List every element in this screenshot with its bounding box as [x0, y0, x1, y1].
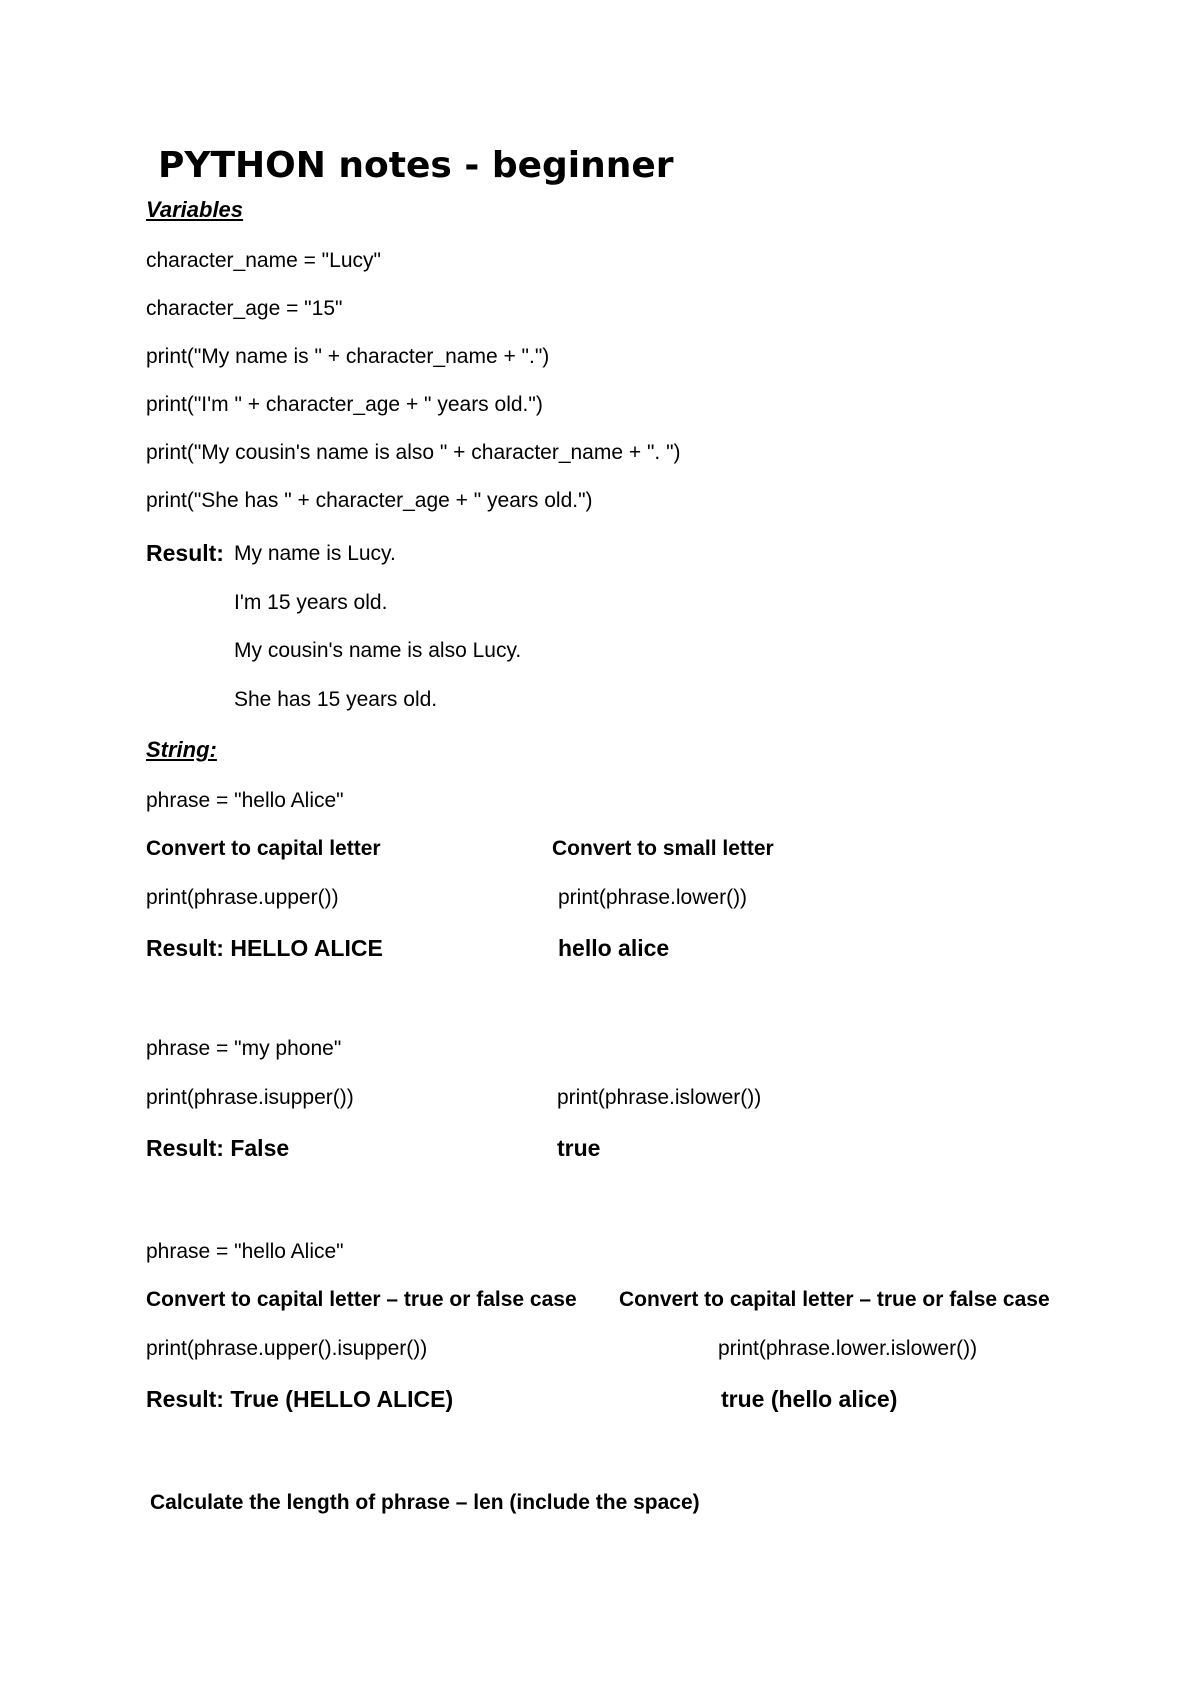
- phrase-assignment: phrase = "hello Alice": [146, 789, 344, 812]
- convert-lower-case-label: Convert to capital letter – true or false case: [619, 1288, 1050, 1311]
- code-line: print(phrase.upper().isupper()): [146, 1337, 428, 1360]
- code-line: print(phrase.upper()): [146, 886, 339, 909]
- code-line: print(phrase.isupper()): [146, 1086, 354, 1109]
- result-line: true (hello alice): [721, 1386, 898, 1412]
- variables-heading: Variables: [146, 197, 244, 222]
- length-note: Calculate the length of phrase – len (include the space): [150, 1491, 700, 1514]
- code-line: print("My name is " + character_name + "."): [146, 345, 550, 368]
- result-line: Result: False: [146, 1135, 290, 1161]
- phrase-assignment: phrase = "my phone": [146, 1037, 342, 1060]
- code-line: print(phrase.lower()): [558, 886, 748, 909]
- result-line: She has 15 years old.: [234, 688, 438, 711]
- convert-upper-case-label: Convert to capital letter – true or false case: [146, 1288, 577, 1311]
- phrase-assignment: phrase = "hello Alice": [146, 1240, 344, 1263]
- string-heading: String:: [146, 737, 217, 762]
- code-line: print("She has " + character_age + " years old."): [146, 489, 593, 512]
- code-line: print(phrase.lower.islower()): [718, 1337, 978, 1360]
- code-line: print("My cousin's name is also " + character_name + ". "): [146, 441, 681, 464]
- result-label: Result:: [146, 540, 224, 566]
- code-line: character_name = "Lucy": [146, 249, 381, 272]
- page-title: PYTHON notes - beginner: [158, 145, 674, 186]
- result-line: My cousin's name is also Lucy.: [234, 639, 522, 662]
- result-line: My name is Lucy.: [234, 542, 396, 565]
- result-line: hello alice: [558, 935, 670, 961]
- code-line: character_age = "15": [146, 297, 343, 320]
- result-line: true: [557, 1135, 601, 1161]
- convert-upper-label: Convert to capital letter: [146, 837, 381, 860]
- result-line: Result: True (HELLO ALICE): [146, 1386, 454, 1412]
- code-line: print(phrase.islower()): [557, 1086, 762, 1109]
- code-line: print("I'm " + character_age + " years old."): [146, 393, 543, 416]
- result-line: I'm 15 years old.: [234, 591, 388, 614]
- convert-lower-label: Convert to small letter: [552, 837, 774, 860]
- result-line: Result: HELLO ALICE: [146, 935, 383, 961]
